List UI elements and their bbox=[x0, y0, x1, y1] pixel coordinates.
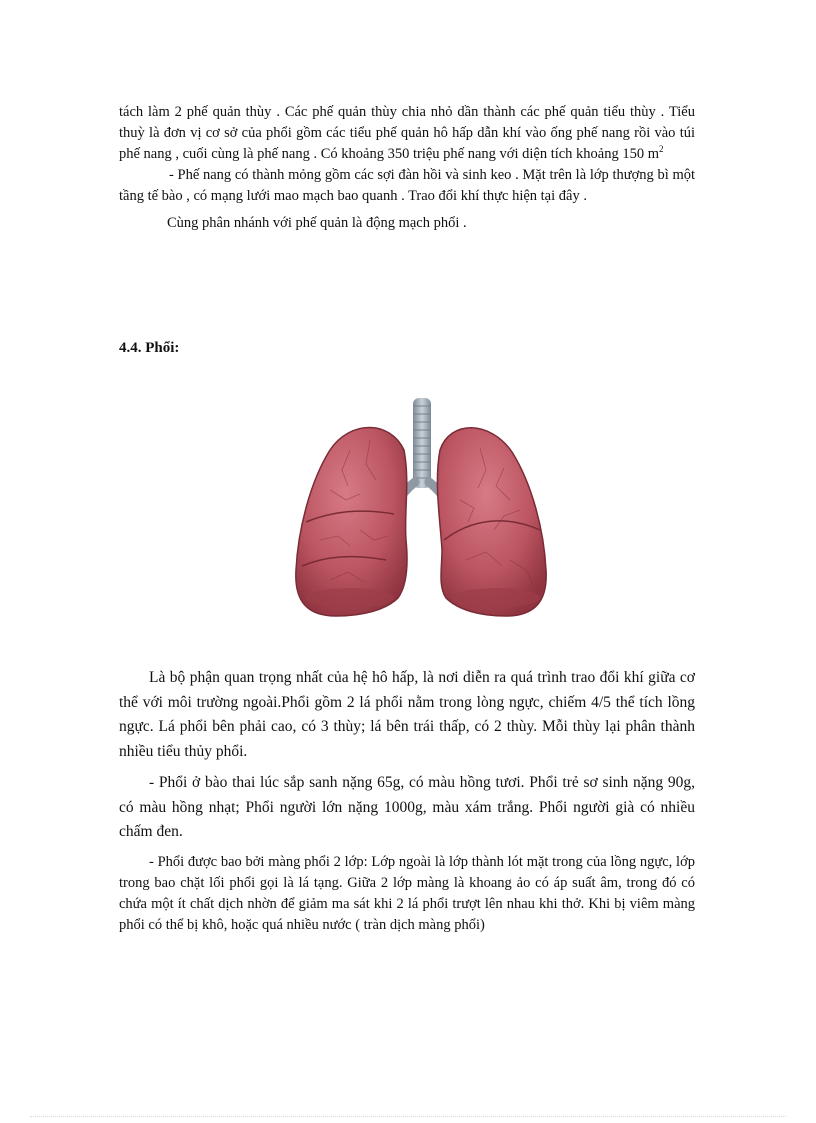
body-paragraph-weight: - Phổi ở bào thai lúc sắp sanh nặng 65g, có màu hồng tươi. Phổi trẻ sơ sinh nặng 90g, có màu hồng nhạt; Phổi người lớn nặng 1000g, màu xám trắng. Phổi người già có nhiều chấm đen. bbox=[119, 774, 695, 840]
body-paragraph-pleura: - Phổi được bao bởi màng phổi 2 lớp: Lớp ngoài là lớp thành lót mặt trong của lồng ngực, lớp trong bao chặt lối phổi gọi là lá tạng. Giữa 2 lớp màng là khoang ảo có áp suất âm, trong đó có chứa một ít chất dịch nhờn để giảm ma sát khi 2 lá phổi trượt lên nhau khi thở. Khi bị viêm màng phổi có thể bị khô, hoặc quá nhiều nước ( tràn dịch màng phổi) bbox=[119, 853, 695, 933]
lungs-illustration-icon bbox=[290, 390, 552, 630]
section-heading: 4.4. Phổi: bbox=[119, 340, 180, 356]
page-bottom-divider bbox=[30, 1116, 786, 1117]
body-paragraph-overview: Là bộ phận quan trọng nhất của hệ hô hấp, là nơi diễn ra quá trình trao đổi khí giữa cơ thể với môi trường ngoài.Phổi gồm 2 lá phổi nằm trong lòng ngực, chiếm 4/5 thể tích lồng ngực. Lá phổi bên phải cao, có 3 thùy; lá bên trái thấp, có 2 thùy. Mỗi thùy lại phân thành nhiều tiểu thủy phổi. bbox=[119, 669, 695, 760]
intro-paragraph-text: tách làm 2 phế quản thùy . Các phế quản thùy chia nhỏ dần thành các phế quản tiểu thùy . Tiểu thuỳ là đơn vị cơ sở của phổi gồm các tiểu phế quản hô hấp dẫn khí vào ống phế nang rồi vào túi phế nang , cuối cùng là phế nang . Có khoảng 350 triệu phế nang với diện tích khoảng 150 m bbox=[119, 104, 695, 162]
area-unit-superscript: 2 bbox=[659, 144, 664, 155]
intro-paragraph-alveoli: - Phế nang có thành mỏng gồm các sợi đàn hồi và sinh keo . Mặt trên là lớp thượng bì một tầng tế bào , có mạng lưới mao mạch bao quanh . Trao đổi khí thực hiện tại đây . bbox=[119, 167, 695, 204]
lungs-section-body bbox=[119, 666, 695, 936]
intro-section bbox=[119, 102, 695, 234]
intro-paragraph-bronchi bbox=[119, 102, 695, 165]
intro-paragraph-artery: Cùng phân nhánh với phế quản là động mạch phổi . bbox=[167, 215, 467, 231]
lungs-figure bbox=[290, 390, 552, 630]
